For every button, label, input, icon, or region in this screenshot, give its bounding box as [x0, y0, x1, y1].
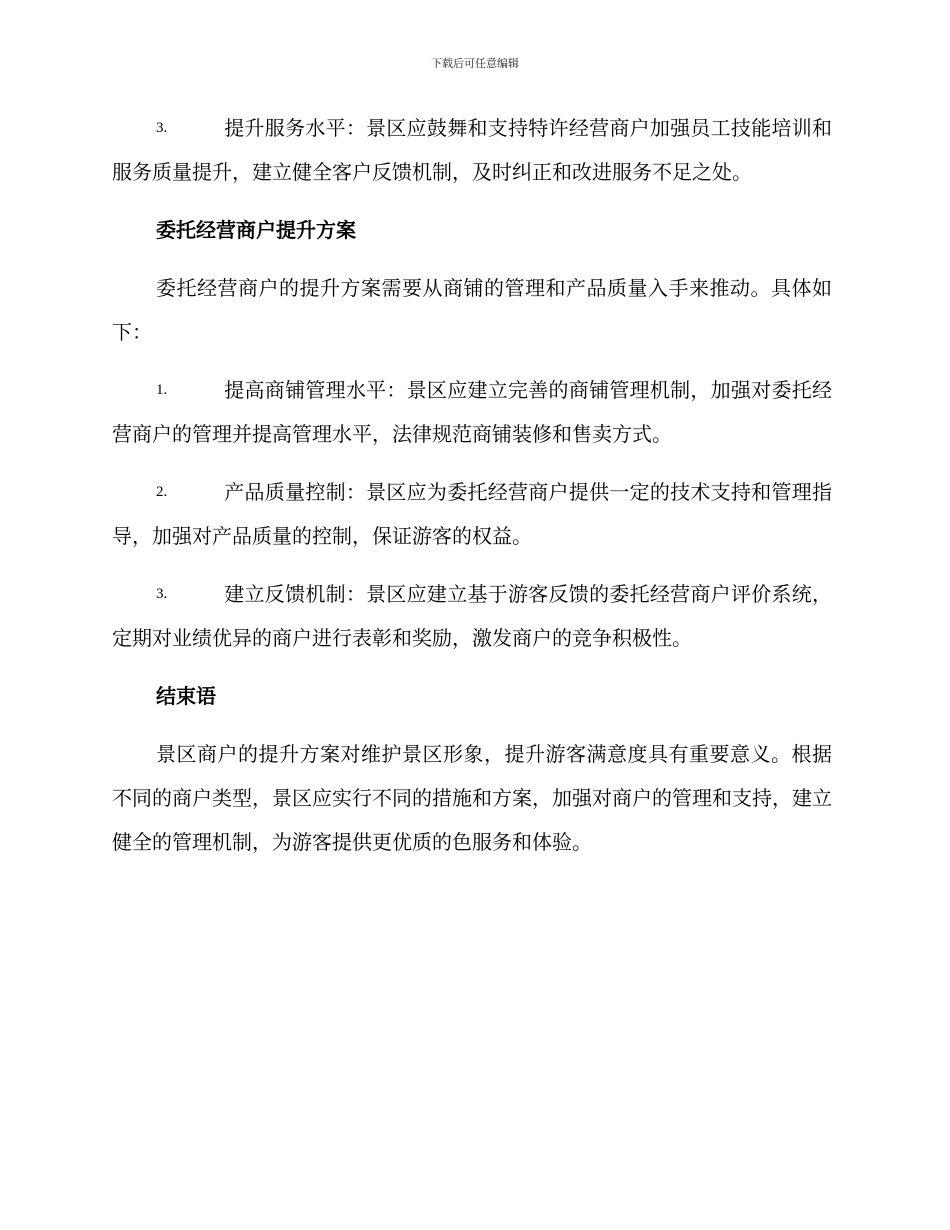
section-heading-conclusion: 结束语 — [156, 684, 216, 708]
list-item-feedback-mechanism — [112, 572, 832, 660]
list-item-improve-service — [112, 106, 832, 194]
list-item-text: 提升服务水平：景区应鼓舞和支持特许经营商户加强员工技能培训和服务质量提升，建立健全客户反馈机制，及时纠正和改进服务不足之处。 — [112, 116, 832, 184]
list-item-text: 提高商铺管理水平：景区应建立完善的商铺管理机制，加强对委托经营商户的管理并提高管理水平，法律规范商铺装修和售卖方式。 — [112, 378, 832, 446]
list-number: 3. — [156, 586, 168, 602]
conclusion-paragraph: 景区商户的提升方案对维护景区形象，提升游客满意度具有重要意义。根据不同的商户类型，景区应实行不同的措施和方案，加强对商户的管理和支持，建立健全的管理机制，为游客提供更优质的色服务和体验。 — [112, 742, 832, 854]
list-item-text: 产品质量控制：景区应为委托经营商户提供一定的技术支持和管理指导，加强对产品质量的控制，保证游客的权益。 — [112, 480, 832, 548]
section-intro-paragraph: 委托经营商户的提升方案需要从商铺的管理和产品质量入手来推动。具体如下： — [112, 276, 832, 344]
page-header: 下载后可任意编辑 — [431, 57, 519, 70]
document-body — [112, 106, 832, 878]
list-number: 3. — [156, 120, 168, 136]
list-item-store-management — [112, 368, 832, 456]
list-number: 1. — [156, 382, 168, 398]
list-item-text: 建立反馈机制：景区应建立基于游客反馈的委托经营商户评价系统，定期对业绩优异的商户进行表彰和奖励，激发商户的竞争积极性。 — [112, 582, 832, 650]
section-heading-entrusted-merchants: 委托经营商户提升方案 — [156, 218, 356, 242]
list-item-quality-control — [112, 470, 832, 558]
list-number: 2. — [156, 484, 168, 500]
